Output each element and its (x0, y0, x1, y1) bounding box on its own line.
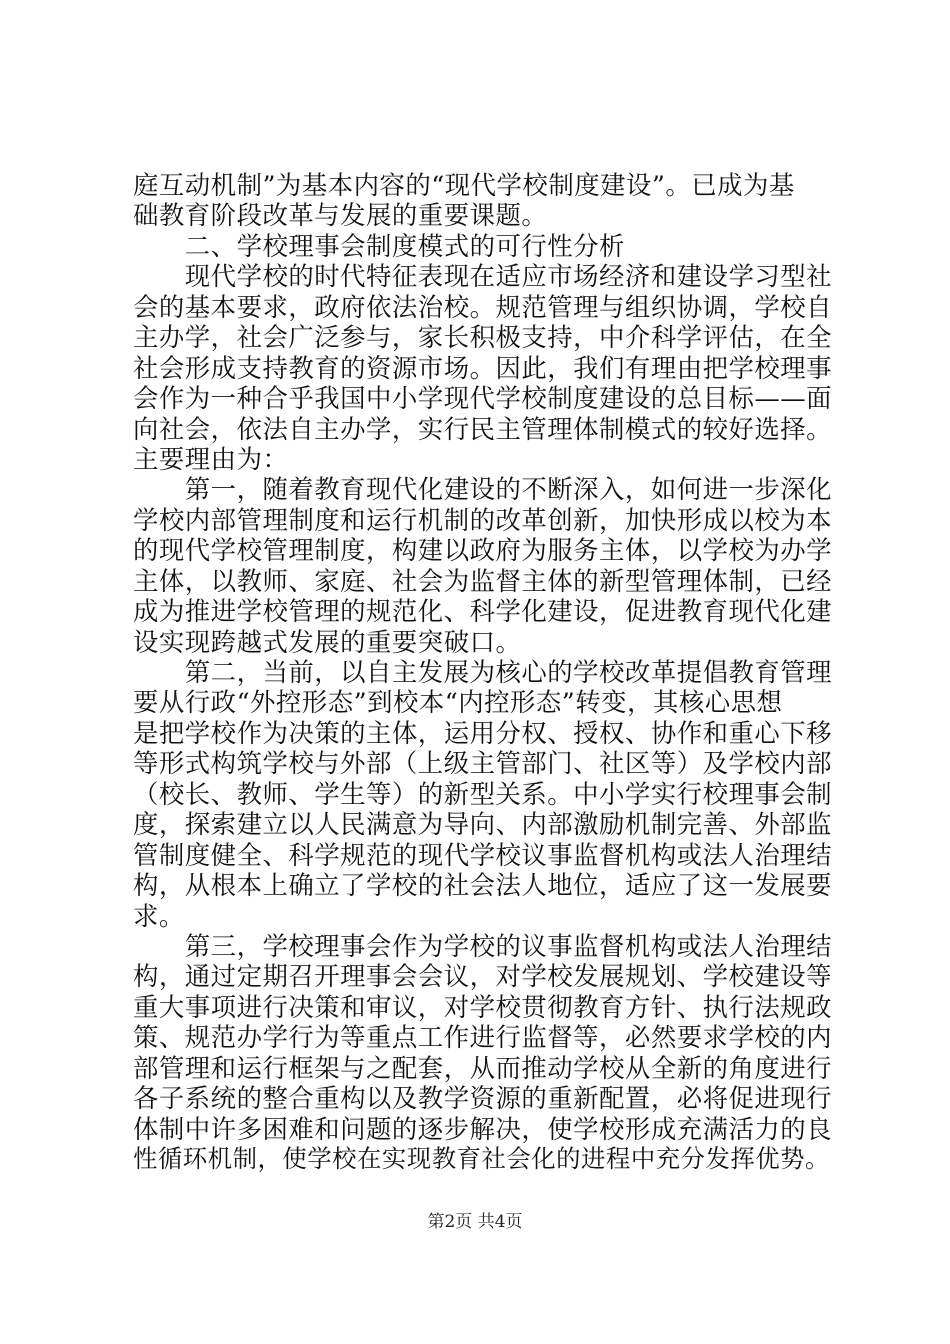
text-line: 主体，以教师、家庭、社会为监督主体的新型管理体制，已经 (133, 565, 833, 596)
text-line: 社会形成支持教育的资源市场。因此，我们有理由把学校理事 (133, 352, 833, 383)
text-line: 的现代学校管理制度，构建以政府为服务主体，以学校为办学 (133, 535, 833, 566)
text-line: 重大事项进行决策和审议，对学校贯彻教育方针、执行法规政 (133, 991, 833, 1022)
text-line: 会的基本要求，政府依法治校。规范管理与组织协调，学校自 (133, 291, 833, 322)
page-number-footer: 第2页 共4页 (427, 1212, 523, 1232)
text-line: 学校内部管理制度和运行机制的改革创新，加快形成以校为本 (133, 504, 833, 535)
text-line: 第一，随着教育现代化建设的不断深入，如何进一步深化 (133, 474, 833, 505)
text-line: 成为推进学校管理的规范化、科学化建设，促进教育现代化建 (133, 596, 833, 627)
text-line: 管制度健全、科学规范的现代学校议事监督机构或法人治理结 (133, 839, 833, 870)
text-line: 第三，学校理事会作为学校的议事监督机构或法人治理结 (133, 930, 833, 961)
text-line: 会作为一种合乎我国中小学现代学校制度建设的总目标——面 (133, 383, 833, 414)
text-line: 设实现跨越式发展的重要突破口。 (133, 626, 522, 657)
text-line: 二、学校理事会制度模式的可行性分析 (133, 230, 625, 261)
text-line: 构，通过定期召开理事会会议，对学校发展规划、学校建设等 (133, 961, 833, 992)
text-line: 第二，当前，以自主发展为核心的学校改革提倡教育管理 (133, 657, 833, 687)
text-line: 要从行政“外控形态”到校本“内控形态”转变，其核心思想 (133, 687, 783, 718)
text-line: 部管理和运行框架与之配套，从而推动学校从全新的角度进行 (133, 1052, 833, 1083)
text-line: 体制中许多困难和问题的逐步解决，使学校形成充满活力的良 (133, 1113, 833, 1144)
text-line: 现代学校的时代特征表现在适应市场经济和建设学习型社 (133, 261, 833, 292)
text-line: 性循环机制，使学校在实现教育社会化的进程中充分发挥优势。 (133, 1144, 830, 1173)
text-line: 求。 (133, 900, 185, 931)
text-line: 度，探索建立以人民满意为导向、内部激励机制完善、外部监 (133, 809, 833, 840)
text-line: 庭互动机制”为基本内容的“现代学校制度建设”。已成为基 (133, 170, 795, 200)
text-line: 主办学，社会广泛参与，家长积极支持，中介科学评估，在全 (133, 322, 833, 353)
text-line: 主要理由为： (133, 443, 289, 474)
text-line: （校长、教师、学生等）的新型关系。中小学实行校理事会制 (133, 778, 833, 809)
text-line: 策、规范办学行为等重点工作进行监督等，必然要求学校的内 (133, 1022, 833, 1053)
text-line: 是把学校作为决策的主体，运用分权、授权、协作和重心下移 (133, 717, 833, 748)
text-line: 础教育阶段改革与发展的重要课题。 (133, 200, 548, 231)
text-line: 等形式构筑学校与外部（上级主管部门、社区等）及学校内部 (133, 748, 833, 779)
text-line: 构，从根本上确立了学校的社会法人地位，适应了这一发展要 (133, 870, 833, 901)
document-body (133, 170, 835, 1174)
text-line: 各子系统的整合重构以及教学资源的重新配置，必将促进现行 (133, 1083, 833, 1114)
text-line: 向社会，依法自主办学，实行民主管理体制模式的较好选择。 (133, 413, 833, 444)
